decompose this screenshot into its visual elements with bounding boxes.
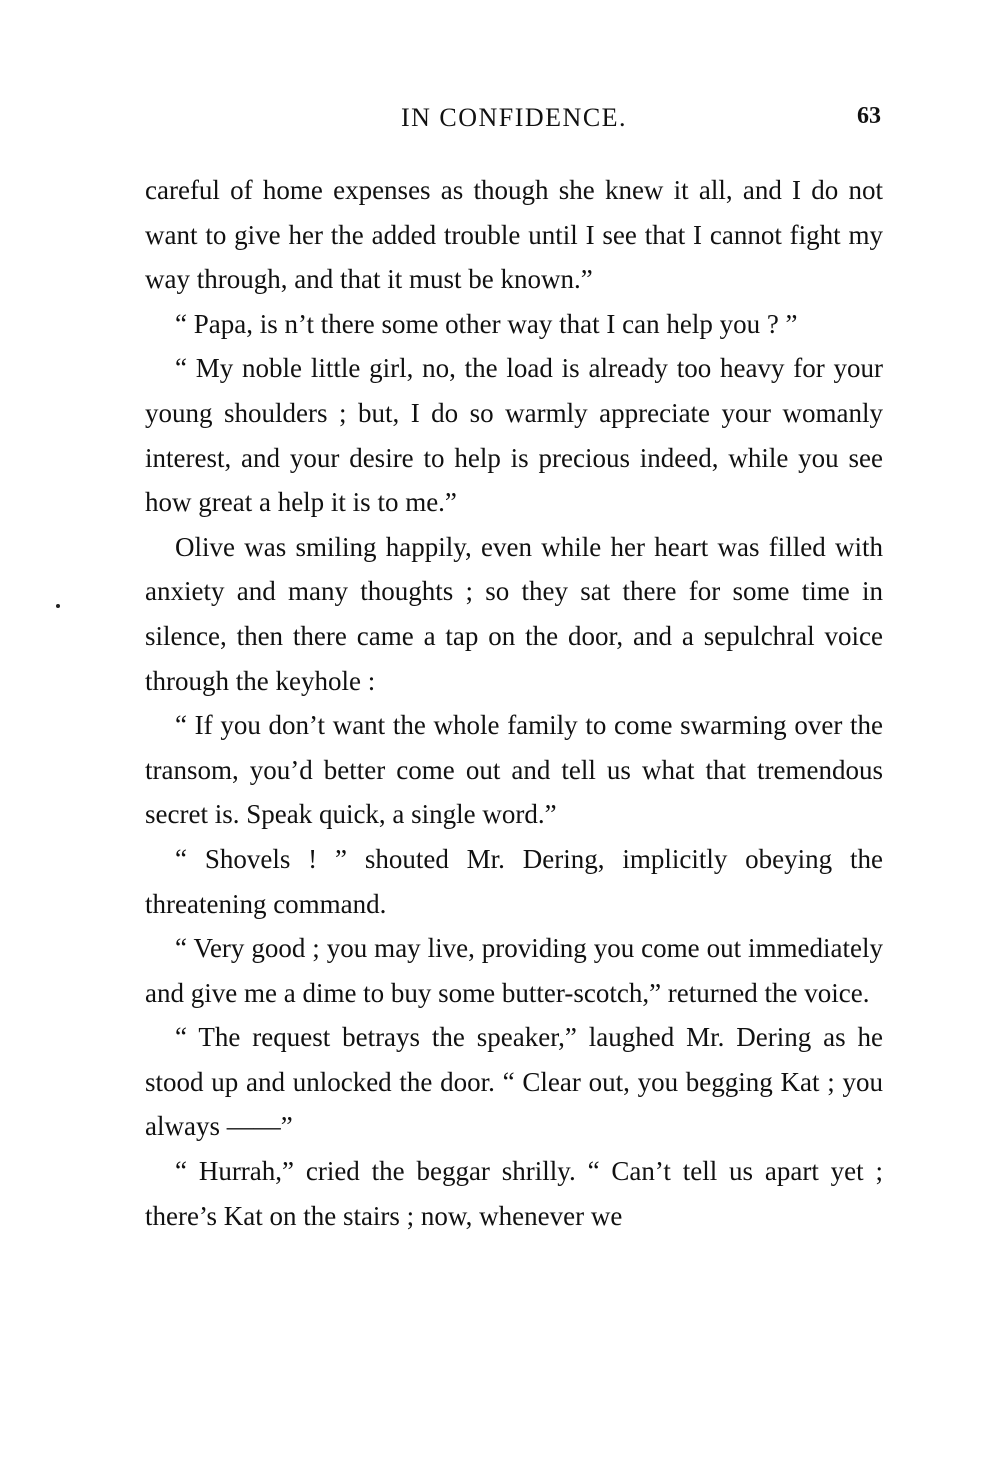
paragraph: “ Shovels ! ” shouted Mr. Dering, implicitly obeying the threatening command.: [145, 843, 883, 919]
paragraph: “ Papa, is n’t there some other way that I can help you ? ”: [175, 308, 798, 339]
page-number: 63: [857, 103, 881, 129]
body-text: [145, 168, 883, 1238]
paragraph: “ Very good ; you may live, providing you come out immediately and give me a dime to buy some butter-scotch,” returned the voice.: [145, 933, 883, 1008]
paragraph: “ The request betrays the speaker,” laughed Mr. Dering as he stood up and unlocked the door. “ Clear out, you begging Kat ; you always ——”: [145, 1022, 883, 1142]
paragraph: Olive was smiling happily, even while her heart was filled with anxiety and many thoughts ; so they sat there for some time in silence, then there came a tap on the door, and a sepulchral voice through the keyhole :: [145, 531, 883, 696]
paragraph: “ Hurrah,” cried the beggar shrilly. “ Can’t tell us apart yet ; there’s Kat on the stairs ; now, whenever we: [145, 1156, 883, 1231]
paragraph: “ If you don’t want the whole family to come swarming over the transom, you’d better come out and tell us what that tremendous secret is. Speak quick, a single word.”: [145, 710, 883, 830]
chapter-title: IN CONFIDENCE.: [400, 103, 628, 132]
paragraph: “ My noble little girl, no, the load is already too heavy for your young shoulders ; but, I do so warmly appreciate your womanly interest, and your desire to help is precious indeed, while you see how great a help it is to me.”: [145, 353, 883, 518]
print-speck: [56, 604, 60, 608]
running-head: [145, 103, 883, 139]
paragraph: careful of home expenses as though she knew it all, and I do not want to give her the added trouble until I see that I cannot fight my way through, and that it must be known.”: [145, 175, 883, 295]
